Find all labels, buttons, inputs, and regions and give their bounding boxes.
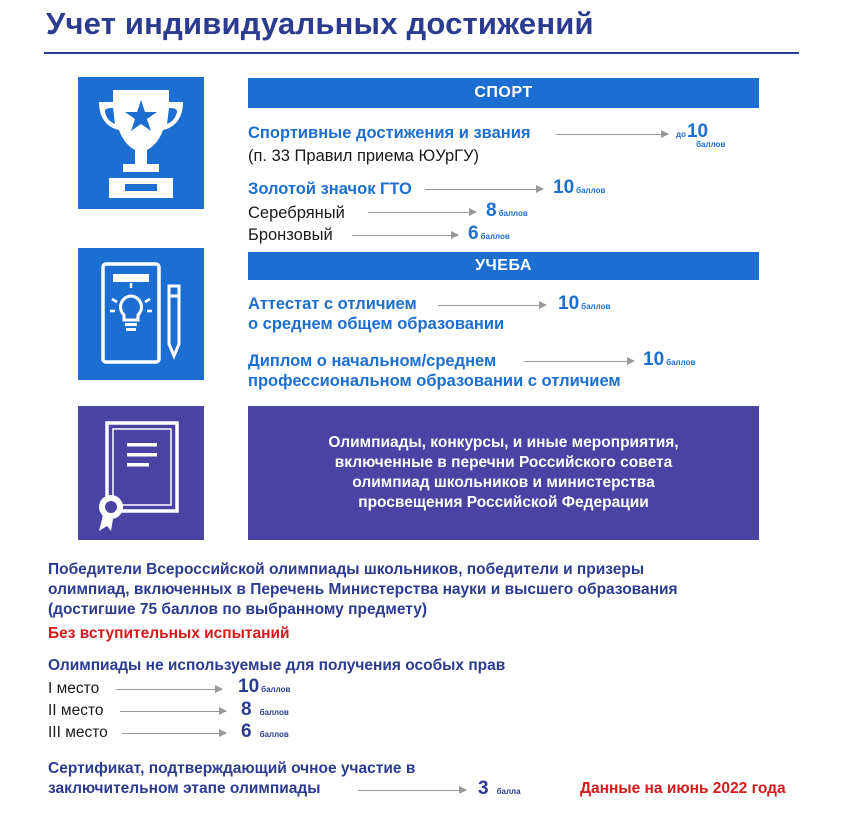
page-title: Учет индивидуальных достижений	[46, 6, 594, 41]
study-diploma-line2: профессиональном образовании с отличием	[248, 372, 621, 390]
study-diploma-line1: Диплом о начальном/среднем	[248, 352, 497, 370]
study-diploma-points: 10 баллов	[643, 349, 696, 370]
sport-achievements-points: $до10_{баллов}$	[676, 121, 726, 149]
olympiad-box-line4: просвещения Российской Федерации	[358, 494, 649, 511]
gto-bronze-label: Бронзовый	[248, 226, 333, 244]
title-divider	[44, 52, 799, 54]
place3-label: III место	[48, 724, 108, 741]
arrow-right-icon	[425, 189, 543, 190]
gto-silver-label: Серебряный	[248, 204, 345, 222]
gto-bronze-points: 6 баллов	[468, 223, 510, 244]
sport-achievements-note: (п. 33 Правил приема ЮУрГУ)	[248, 147, 480, 165]
study-icon-tile	[78, 248, 204, 380]
winners-line1: Победители Всероссийской олимпиады школьников, победители и призеры	[48, 561, 645, 578]
study-certificate-line2: о среднем общем образовании	[248, 315, 505, 333]
gto-silver-points: 8 баллов	[486, 200, 528, 221]
sport-header: СПОРТ	[248, 78, 759, 108]
place2-points: 8 баллов	[241, 699, 289, 720]
arrow-right-icon	[120, 711, 226, 712]
other-olympiads-heading: Олимпиады не используемые для получения особых прав	[48, 657, 506, 674]
olympiad-box-line3: олимпиад школьников и министерства	[352, 474, 655, 491]
olympiad-box-line2: включенные в перечни Российского совета	[334, 454, 673, 471]
certificate-line1: Сертификат, подтверждающий очное участие в	[48, 760, 416, 777]
place3-points: 6 баллов	[241, 721, 289, 742]
gto-gold-label: Золотой значок ГТО	[248, 180, 412, 198]
place1-points: 10 баллов	[238, 676, 291, 697]
study-header: УЧЕБА	[248, 252, 759, 280]
arrow-right-icon	[352, 235, 458, 236]
place2-label: II место	[48, 702, 104, 719]
certificate-points: 3 балла	[478, 778, 521, 799]
arrow-right-icon	[358, 790, 466, 791]
certificate-line2: заключительном этапе олимпиады	[48, 780, 321, 797]
winners-line2: олимпиад, включенных в Перечень Министерства науки и высшего образования	[48, 581, 678, 598]
arrow-right-icon	[122, 733, 226, 734]
no-exams-label: Без вступительных испытаний	[48, 625, 290, 642]
sport-achievements-label: Спортивные достижения и звания	[248, 124, 531, 142]
study-certificate-points: 10 баллов	[558, 293, 611, 314]
trophy-icon	[91, 84, 191, 202]
winners-text	[48, 560, 678, 620]
place1-label: I место	[48, 680, 100, 697]
gto-gold-points: 10 баллов	[553, 177, 606, 198]
olympiad-box-line1: Олимпиады, конкурсы, и иные мероприятия,	[328, 434, 679, 451]
arrow-right-icon	[556, 134, 668, 135]
trophy-icon-tile	[78, 77, 204, 209]
certificate-text	[48, 759, 415, 799]
arrow-right-icon	[368, 212, 476, 213]
certificate-bulb-icon	[91, 258, 191, 370]
data-date-footnote: Данные на июнь 2022 года	[580, 780, 786, 797]
winners-line3: (достигшие 75 баллов по выбранному предмету)	[48, 601, 428, 618]
diploma-icon	[91, 415, 191, 531]
arrow-right-icon	[524, 361, 634, 362]
arrow-right-icon	[116, 689, 222, 690]
study-certificate-line1: Аттестат с отличием	[248, 295, 417, 313]
diploma-icon-tile	[78, 406, 204, 540]
olympiad-info-box	[248, 406, 759, 540]
arrow-right-icon	[438, 305, 546, 306]
